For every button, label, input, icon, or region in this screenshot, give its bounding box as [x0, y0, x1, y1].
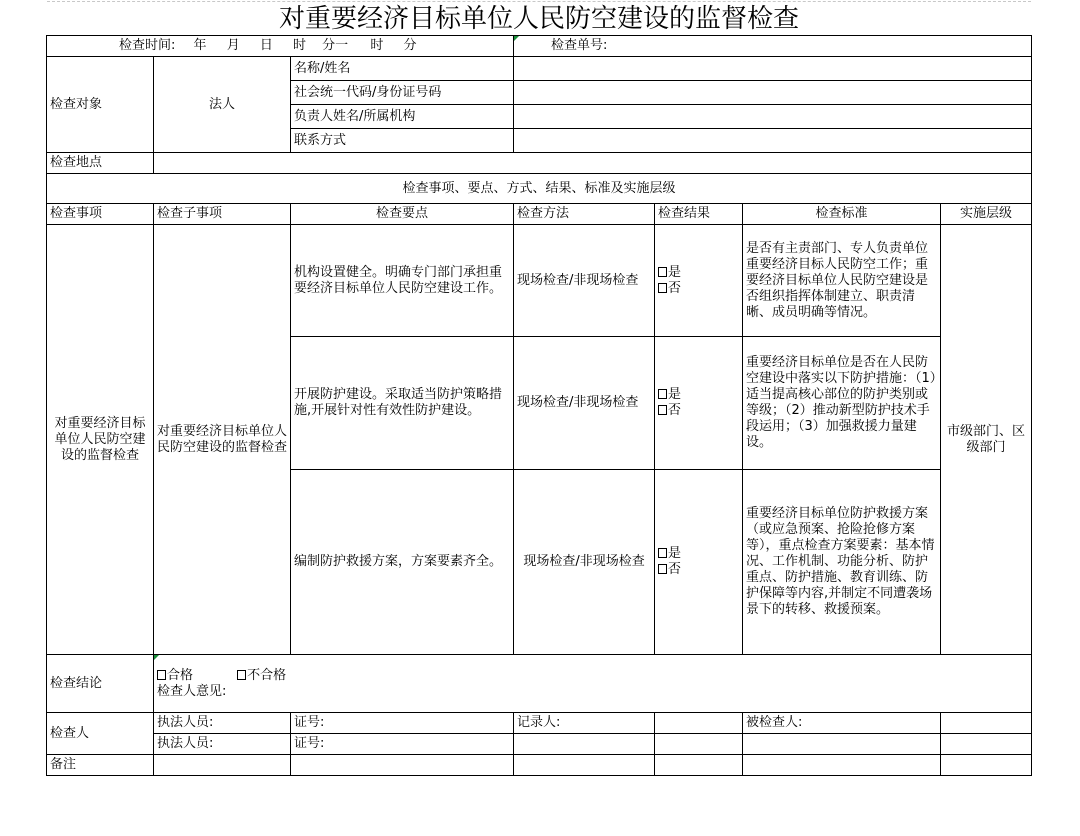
remarks-cell[interactable]: [514, 755, 655, 776]
minute2-label: 分: [403, 38, 417, 53]
result-yes-option[interactable]: 是: [658, 265, 739, 281]
check-standard: 是否有主责部门、专人负责单位重要经济目标人民防空工作；重要经济目标单位人民防空建设是否组织指挥体制建立、职责清晰、成员明确等情况。: [743, 225, 941, 337]
col-header-level: 实施层级: [941, 204, 1032, 225]
remarks-row: [47, 755, 1032, 776]
point-row-1: [47, 225, 1032, 337]
checkbox-no[interactable]: [658, 405, 667, 415]
blank-cell[interactable]: [514, 734, 655, 755]
check-result: [655, 470, 743, 655]
col-header-method: 检查方法: [514, 204, 655, 225]
col-header-standard: 检查标准: [743, 204, 941, 225]
target-value-leader[interactable]: [514, 105, 1032, 129]
inspectee-value[interactable]: [941, 713, 1032, 734]
conclusion-label: 检查结论: [47, 655, 154, 713]
form-number-label: 检查单号:: [551, 38, 608, 53]
section-header-row: [47, 174, 1032, 204]
sub-item-name: 对重要经济目标单位人民防空建设的监督检查: [154, 225, 291, 655]
check-point: 编制防护救援方案，方案要素齐全。: [291, 470, 514, 655]
target-field-name: 名称/姓名: [291, 57, 514, 81]
officer-label: 执法人员:: [154, 734, 291, 755]
checkbox-yes[interactable]: [658, 267, 667, 277]
remarks-cell[interactable]: [655, 755, 743, 776]
form-number-cell[interactable]: [514, 36, 1032, 57]
time-row: [47, 36, 1032, 57]
result-yes-option[interactable]: 是: [658, 387, 739, 403]
location-row: [47, 153, 1032, 174]
check-point: 机构设置健全。明确专门部门承担重要经济目标单位人民防空建设工作。: [291, 225, 514, 337]
col-header-item: 检查事项: [47, 204, 154, 225]
target-value-contact[interactable]: [514, 129, 1032, 153]
check-result: [655, 225, 743, 337]
remarks-cell[interactable]: [154, 755, 291, 776]
inspector-row-1: [47, 713, 1032, 734]
minute-dash-label: 分一: [322, 38, 349, 53]
page-title: 对重要经济目标单位人民防空建设的监督检查: [278, 4, 799, 34]
target-value-name[interactable]: [514, 57, 1032, 81]
pass-option[interactable]: 合格: [157, 668, 193, 683]
recorder-label: 记录人:: [514, 713, 655, 734]
cell-note-marker: [154, 655, 159, 660]
inspection-time-cell[interactable]: [47, 36, 514, 57]
result-no-option[interactable]: 否: [658, 403, 739, 419]
check-method: 现场检查/非现场检查: [514, 225, 655, 337]
checkbox-no[interactable]: [658, 283, 667, 293]
inspection-form: [46, 35, 1032, 776]
column-header-row: [47, 204, 1032, 225]
recorder-value[interactable]: [655, 713, 743, 734]
result-yes-option[interactable]: 是: [658, 546, 739, 562]
checkbox-yes[interactable]: [658, 548, 667, 558]
check-result: [655, 337, 743, 470]
checkbox-no[interactable]: [658, 564, 667, 574]
check-point: 开展防护建设。采取适当防护策略措施,开展针对性有效性防护建设。: [291, 337, 514, 470]
target-field-contact: 联系方式: [291, 129, 514, 153]
target-field-code: 社会统一代码/身份证号码: [291, 81, 514, 105]
remarks-cell[interactable]: [743, 755, 941, 776]
location-value[interactable]: [154, 153, 1032, 174]
cert-label: 证号:: [291, 734, 514, 755]
inspectors-label: 检查人: [47, 713, 154, 755]
checkbox-yes[interactable]: [658, 389, 667, 399]
target-entity-type: 法人: [154, 57, 291, 153]
checkbox-fail[interactable]: [237, 670, 246, 680]
target-value-code[interactable]: [514, 81, 1032, 105]
check-standard: 重要经济目标单位防护救援方案（或应急预案、抢险抢修方案等），重点检查方案要素：基本情况、工作机制、功能分析、防护重点、防护措施、教育训练、防护保障等内容,并制定不同遭袭场景下的转移、救援预案。: [743, 470, 941, 655]
item-name: 对重要经济目标单位人民防空建设的监督检查: [47, 225, 154, 655]
sheet-grid-top: [47, 1, 1031, 2]
blank-cell[interactable]: [941, 734, 1032, 755]
inspector-opinion: 检查人意见:: [157, 683, 227, 699]
conclusion-cell[interactable]: [154, 655, 1032, 713]
year-label: 年: [193, 38, 207, 53]
blank-cell[interactable]: [655, 734, 743, 755]
checkbox-pass[interactable]: [157, 670, 166, 680]
day-label: 日: [259, 38, 273, 53]
col-header-result: 检查结果: [655, 204, 743, 225]
conclusion-row: [47, 655, 1032, 713]
implementation-level: 市级部门、区级部门: [941, 225, 1032, 655]
inspectee-label: 被检查人:: [743, 713, 941, 734]
check-standard: 重要经济目标单位是否在人民防空建设中落实以下防护措施：（1）适当提高核心部位的防护类别或等级；（2）推动新型防护技术手段运用；（3）加强救援力量建设。: [743, 337, 941, 470]
inspector-row-2: [47, 734, 1032, 755]
officer-label: 执法人员:: [154, 713, 291, 734]
hour-label: 时: [293, 38, 307, 53]
location-label: 检查地点: [47, 153, 154, 174]
cell-note-marker: [514, 36, 519, 41]
check-method: 现场检查/非现场检查: [514, 470, 655, 655]
target-label: 检查对象: [47, 57, 154, 153]
blank-cell[interactable]: [743, 734, 941, 755]
check-method: 现场检查/非现场检查: [514, 337, 655, 470]
section-header: 检查事项、要点、方式、结果、标准及实施层级: [47, 174, 1032, 204]
col-header-subitem: 检查子事项: [154, 204, 291, 225]
month-label: 月: [226, 38, 240, 53]
conclusion-options: [157, 668, 1028, 684]
cert-label: 证号:: [291, 713, 514, 734]
time-label: 检查时间:: [119, 38, 176, 53]
target-row-1: [47, 57, 1032, 81]
result-no-option[interactable]: 否: [658, 281, 739, 297]
target-field-leader: 负责人姓名/所属机构: [291, 105, 514, 129]
fail-option[interactable]: 不合格: [237, 668, 286, 683]
result-no-option[interactable]: 否: [658, 562, 739, 578]
remarks-cell[interactable]: [941, 755, 1032, 776]
col-header-point: 检查要点: [291, 204, 514, 225]
hour2-label: 时: [370, 38, 384, 53]
remarks-label: 备注: [47, 755, 154, 776]
remarks-cell[interactable]: [291, 755, 514, 776]
